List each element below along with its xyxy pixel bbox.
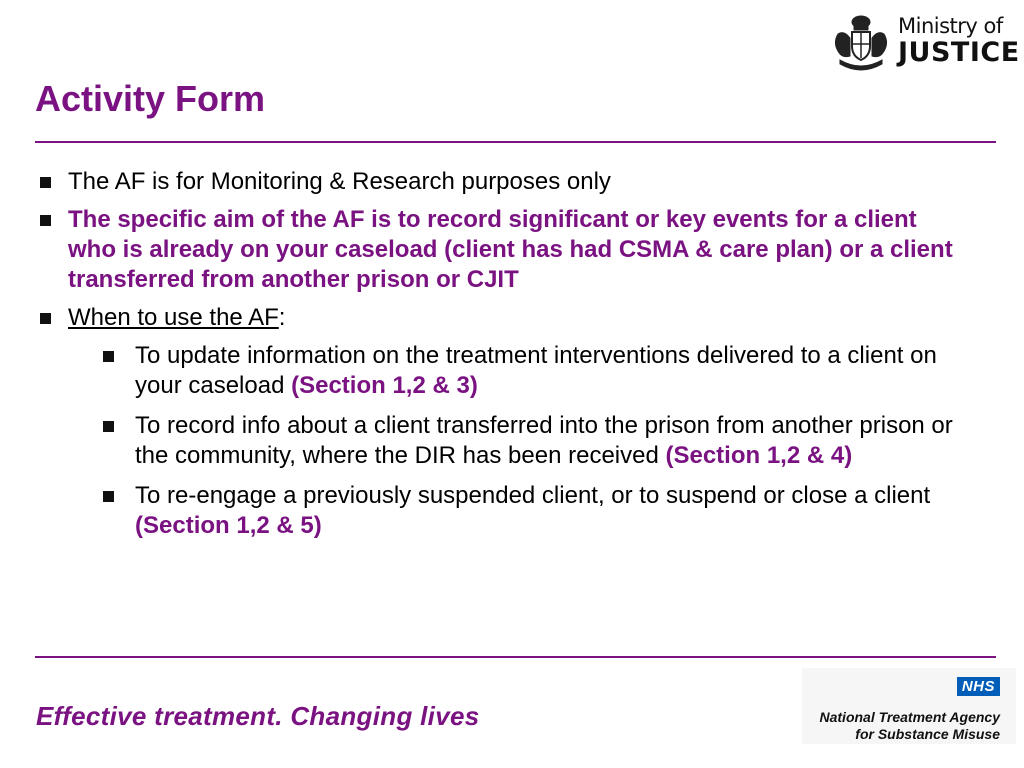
- bullet-2-text: The specific aim of the AF is to record significant or key events for a client who is already on your caseload (client has had CSMA & care plan) or a client transferred from another prison or CJIT: [68, 206, 953, 293]
- bullet-1: [40, 167, 970, 197]
- moj-line1: Ministry of: [898, 14, 1003, 38]
- slide-title: Activity Form: [35, 78, 266, 119]
- moj-line2: JUSTICE: [898, 37, 1020, 68]
- nhs-badge: NHS: [957, 677, 1000, 696]
- square-bullet-icon: [103, 421, 114, 432]
- sub-bullet-1-text: To update information on the treatment interventions delivered to a client on your caseload: [135, 342, 937, 399]
- nta-wordmark: [820, 709, 1001, 743]
- sub-bullet-2-emphasis: (Section 1,2 & 4): [665, 442, 853, 469]
- ministry-of-justice-logo: [830, 10, 1020, 72]
- top-divider: [35, 141, 996, 143]
- bullet-2: [40, 205, 970, 295]
- square-bullet-icon: [40, 215, 51, 226]
- bullet-3: [40, 303, 970, 333]
- moj-wordmark: [898, 16, 1020, 66]
- bullet-1-text: The AF is for Monitoring & Research purposes only: [68, 168, 611, 195]
- nta-line2: for Substance Misuse: [855, 726, 1000, 742]
- slide-content: [40, 167, 970, 551]
- footer-tagline: Effective treatment. Changing lives: [36, 701, 480, 731]
- sub-bullet-2: [103, 411, 970, 471]
- square-bullet-icon: [103, 491, 114, 502]
- bullet-3-suffix: :: [278, 304, 286, 331]
- sub-bullet-3: [103, 481, 970, 541]
- bullet-3-underlined: When to use the AF: [68, 304, 279, 331]
- royal-crest-icon: [830, 10, 892, 72]
- square-bullet-icon: [40, 177, 51, 188]
- sub-bullet-1: [103, 341, 970, 401]
- nta-line1: National Treatment Agency: [819, 709, 1000, 725]
- bottom-divider: [35, 656, 996, 658]
- sub-bullet-3-text: To re-engage a previously suspended client, or to suspend or close a client: [135, 482, 931, 509]
- sub-bullet-1-emphasis: (Section 1,2 & 3): [291, 372, 478, 399]
- sub-bullet-2-text: To record info about a client transferred into the prison from another prison or the community, where the DIR has been received: [135, 412, 953, 469]
- sub-bullet-3-emphasis: (Section 1,2 & 5): [135, 512, 322, 539]
- square-bullet-icon: [103, 351, 114, 362]
- square-bullet-icon: [40, 313, 51, 324]
- nta-logo: [802, 668, 1016, 744]
